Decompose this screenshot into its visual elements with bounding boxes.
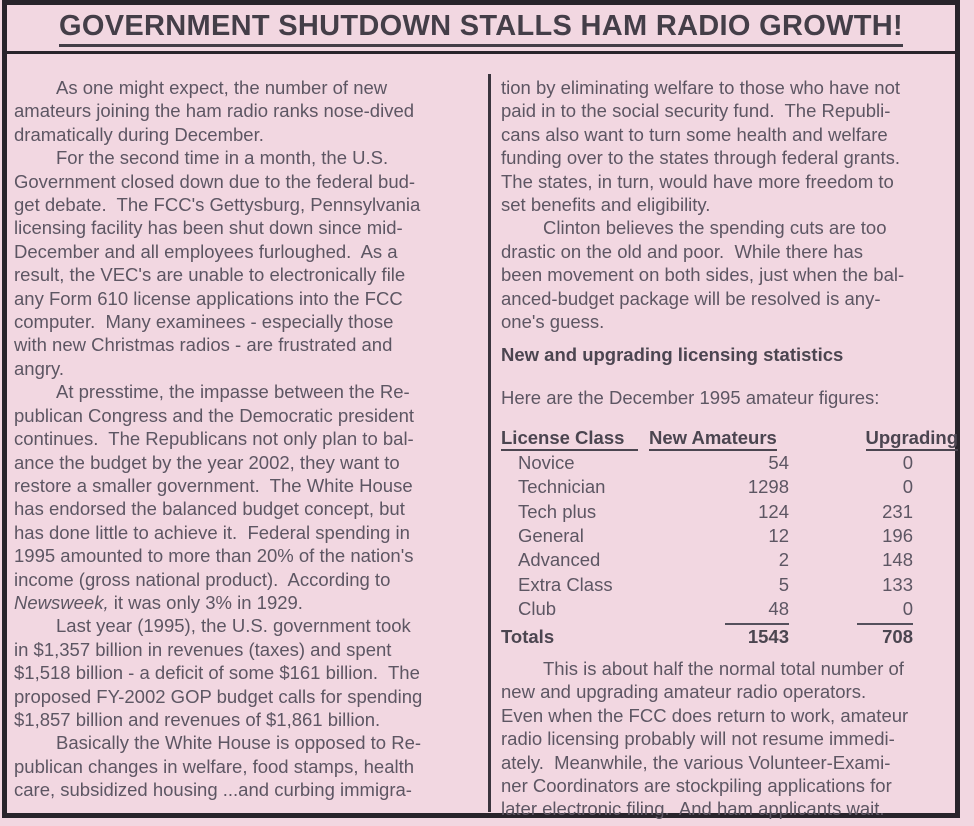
- license-class-cell: Tech plus: [518, 500, 597, 522]
- text-line: tion by eliminating welfare to those who have not: [501, 77, 901, 98]
- paragraph: [501, 657, 958, 821]
- table-header-row: [501, 426, 958, 450]
- text-line: drastic on the old and poor. While there has: [501, 240, 863, 262]
- upgrading-cell: [801, 597, 958, 624]
- license-class-cell: Club: [518, 598, 557, 620]
- paragraph: [501, 76, 958, 216]
- text-line: Last year (1995), the U.S. government took: [56, 615, 411, 637]
- right-column-bottom-paragraphs: [501, 657, 958, 821]
- text-line: has endorsed the balanced budget concept, but: [14, 498, 405, 520]
- text-line: in $1,357 billion in revenues (taxes) and spent: [14, 638, 392, 660]
- text-line: set benefits and eligibility.: [501, 194, 711, 216]
- totals-new-amateurs-cell: 1543: [747, 625, 789, 647]
- right-column-top-paragraphs: [501, 76, 958, 333]
- table-row: [501, 451, 958, 475]
- table-row: [501, 548, 958, 572]
- text-line: has done little to achieve it. Federal spending in: [14, 521, 410, 543]
- license-stats-table: [501, 426, 958, 649]
- text-line: radio licensing probably will not resume immedi-: [501, 728, 895, 750]
- license-class-cell: Extra Class: [518, 573, 613, 595]
- license-class-cell: Technician: [518, 476, 606, 498]
- text-line: with new Christmas radios - are frustrated and: [14, 334, 393, 356]
- text-line: get debate. The FCC's Gettysburg, Pennsylvania: [14, 194, 421, 216]
- text-line: new and upgrading amateur radio operators.: [501, 681, 867, 703]
- text-line: angry.: [14, 357, 65, 379]
- upgrading-cell: 0: [902, 476, 913, 498]
- italic-text: Newsweek,: [14, 591, 109, 613]
- text-line: restore a smaller government. The White House: [14, 474, 413, 496]
- table-header-label: License Class: [501, 427, 638, 451]
- totals-label-cell: Totals: [501, 625, 555, 647]
- text-line: For the second time in a month, the U.S.: [56, 147, 389, 169]
- license-class-cell: Advanced: [518, 549, 601, 571]
- text-line: Newsweek, it was only 3% in 1929.: [14, 591, 303, 613]
- text-line: one's guess.: [501, 311, 605, 333]
- text-line: result, the VEC's are unable to electronically file: [14, 264, 406, 286]
- upgrading-cell: 231: [882, 500, 913, 522]
- new-amateurs-cell: 2: [778, 549, 789, 571]
- text-line: Even when the FCC does return to work, amateur: [501, 704, 909, 726]
- upgrading-cell: 196: [882, 524, 913, 546]
- totals-upgrading-cell: 708: [882, 625, 913, 647]
- text-line: ance the budget by the year 2002, they want to: [14, 451, 400, 473]
- text-line: been movement on both sides, just when the bal-: [501, 264, 905, 286]
- table-header-cell: [501, 426, 649, 450]
- table-row: [501, 573, 958, 597]
- text-line: As one might expect, the number of new: [56, 77, 388, 98]
- paragraph: [14, 614, 476, 731]
- text-line: December and all employees furloughed. As a: [14, 240, 398, 262]
- text-line: ner Coordinators are stockpiling applications for: [501, 774, 892, 796]
- sum-rule-value: 0: [857, 597, 913, 624]
- text-line: any Form 610 license applications into the FCC: [14, 287, 403, 309]
- table-row: [501, 597, 958, 624]
- new-amateurs-cell: 54: [768, 451, 789, 473]
- text-line: Government closed down due to the federal bud-: [14, 170, 416, 192]
- table-header-label: Upgrading: [866, 427, 959, 451]
- upgrading-cell: 0: [902, 451, 913, 473]
- table-header-cell: [649, 426, 801, 450]
- text-line: funding over to the states through federal grants.: [501, 147, 901, 169]
- new-amateurs-cell: 5: [778, 573, 789, 595]
- text-line: proposed FY-2002 GOP budget calls for spending: [14, 685, 423, 707]
- text-line: licensing facility has been shut down since mid-: [14, 217, 403, 239]
- text-line: income (gross national product). According to: [14, 568, 391, 590]
- text-line: Clinton believes the spending cuts are too: [543, 217, 887, 239]
- text-line: amateurs joining the ham radio ranks nose-dived: [14, 100, 415, 122]
- table-row: [501, 500, 958, 524]
- text-line: care, subsidized housing ...and curbing immigra-: [14, 779, 412, 801]
- table-totals-row: [501, 625, 958, 649]
- paragraph: [14, 146, 476, 380]
- text-line: dramatically during December.: [14, 123, 264, 145]
- stats-intro-text: Here are the December 1995 amateur figures:: [501, 386, 880, 408]
- new-amateurs-cell: 12: [768, 524, 789, 546]
- text-line: Basically the White House is opposed to Re-: [56, 732, 422, 754]
- text-line: $1,518 billion - a deficit of some $161 billion. The: [14, 662, 420, 684]
- text-line: anced-budget package will be resolved is any-: [501, 287, 881, 309]
- paragraph: [14, 731, 476, 801]
- text-line: publican Congress and the Democratic president: [14, 404, 415, 426]
- text-line: $1,857 billion and revenues of $1,861 billion.: [14, 708, 381, 730]
- new-amateurs-cell: 124: [758, 500, 789, 522]
- text-line: continues. The Republicans not only plan to bal-: [14, 428, 414, 450]
- license-class-cell: General: [518, 524, 584, 546]
- paragraph: [14, 76, 476, 146]
- table-row: [501, 524, 958, 548]
- paragraph: [501, 216, 958, 333]
- license-class-cell: Novice: [518, 451, 575, 473]
- new-amateurs-cell: [649, 597, 801, 624]
- table-header-cell: [801, 426, 958, 450]
- upgrading-cell: 133: [882, 573, 913, 595]
- text-line: computer. Many examinees - especially those: [14, 311, 394, 333]
- text-line: cans also want to turn some health and welfare: [501, 123, 888, 145]
- text-line: later electronic filing. And ham applicants wait.: [501, 798, 885, 820]
- table-row: [501, 475, 958, 499]
- table-header-label: New Amateurs: [649, 427, 777, 451]
- sum-rule-value: 48: [725, 597, 789, 624]
- column-divider: [488, 74, 491, 812]
- text-line: paid in to the social security fund. The Republi-: [501, 100, 891, 122]
- text-line: The states, in turn, would have more freedom to: [501, 170, 894, 192]
- paragraph: [14, 380, 476, 614]
- text-line: 1995 amounted to more than 20% of the nation's: [14, 545, 414, 567]
- right-column: [501, 76, 958, 821]
- left-column: [14, 76, 476, 802]
- title-bar: [7, 5, 955, 54]
- text-line: At presstime, the impasse between the Re-: [56, 381, 410, 403]
- stats-section-heading: New and upgrading licensing statistics: [501, 344, 844, 366]
- article-title: GOVERNMENT SHUTDOWN STALLS HAM RADIO GROWTH!: [59, 10, 903, 47]
- text-line: ately. Meanwhile, the various Volunteer-Exami-: [501, 751, 891, 773]
- upgrading-cell: 148: [882, 549, 913, 571]
- new-amateurs-cell: 1298: [747, 476, 789, 498]
- text-line: This is about half the normal total number of: [543, 657, 904, 679]
- text-line: publican changes in welfare, food stamps, health: [14, 755, 415, 777]
